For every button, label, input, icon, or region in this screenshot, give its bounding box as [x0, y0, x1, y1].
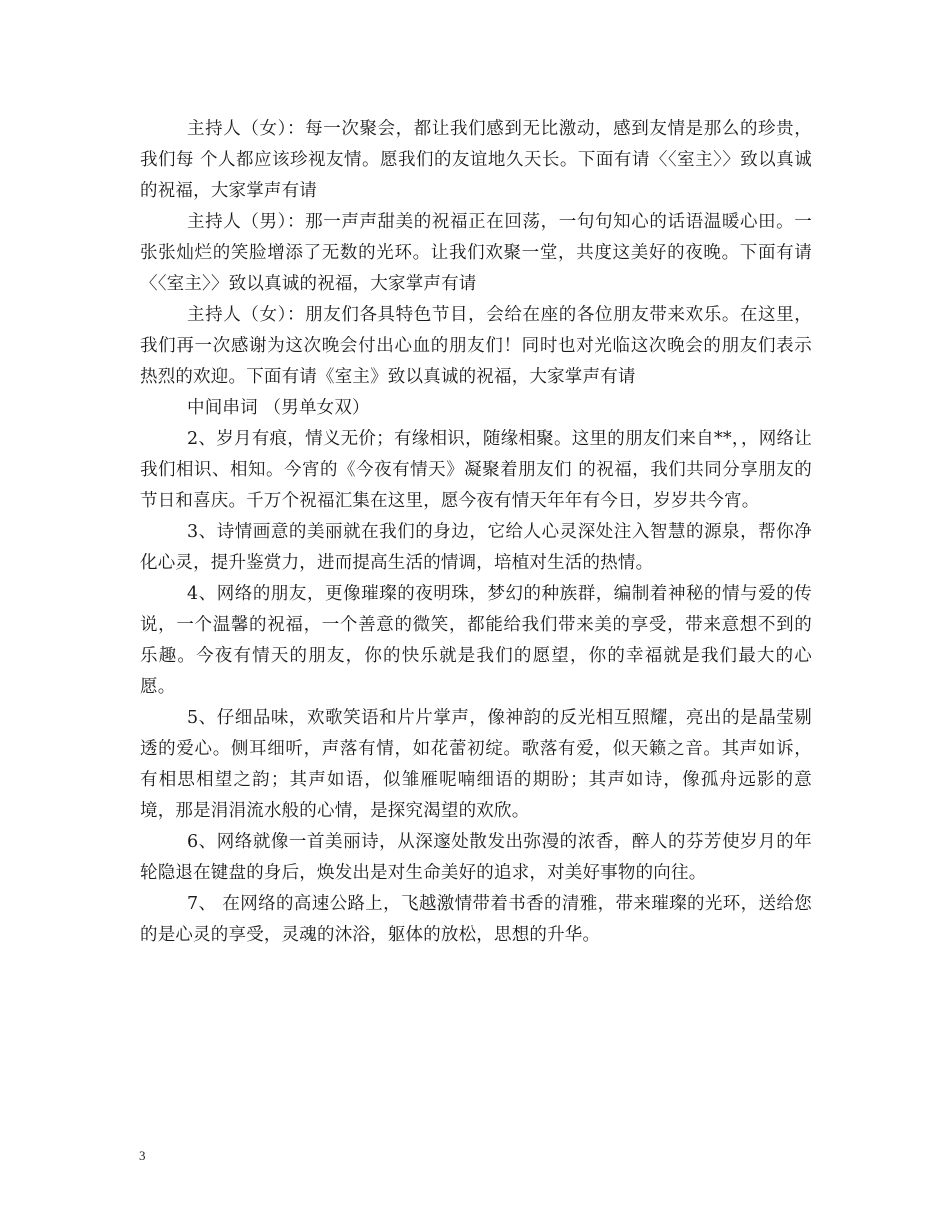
paragraph-item-3: 3、诗情画意的美丽就在我们的身边，它给人心灵深处注入智慧的源泉，帮你净化心灵，提升鉴赏力，进而提高生活的情调，培植对生活的热情。: [140, 522, 812, 573]
document-body: [140, 114, 812, 951]
paragraph-item-4: 4、网络的朋友，更像璀璨的夜明珠，梦幻的种族群，编制着神秘的情与爱的传说，一个温馨的祝福，一个善意的微笑，都能给我们带来美的享受，带来意想不到的乐趣。今夜有情天的朋友，你的快乐就是我们的愿望，你的幸福就是我们最大的心愿。: [140, 584, 812, 697]
paragraph-item-5: 5、仔细品味，欢歌笑语和片片掌声，像神韵的反光相互照耀，亮出的是晶莹剔透的爱心。侧耳细听，声落有情，如花蕾初绽。歌落有爱，似天籁之音。其声如诉，有相思相望之韵；其声如语，似雏雁呢喃细语的期盼；其声如诗，像孤舟远影的意境，那是涓涓流水般的心情，是探究渴望的欢欣。: [140, 708, 812, 821]
paragraph-item-2: 2、岁月有痕，情义无价；有缘相识，随缘相聚。这里的朋友们来自**，，网络让我们相识、相知。今宵的《今夜有情天》凝聚着朋友们 的祝福，我们共同分享朋友的节日和喜庆。千万个祝福汇集在这里，愿今夜有情天年年有今日，岁岁共今宵。: [140, 429, 812, 511]
paragraph-host-female-2: 主持人（女）：朋友们各具特色节目，会给在座的各位朋友带来欢乐。在这里，我们再一次感谢为这次晚会付出心血的朋友们！同时也对光临这次晚会的朋友们表示热烈的欢迎。下面有请《室主》致以真诚的祝福，大家掌声有请: [140, 305, 812, 387]
paragraph-host-female-1: 主持人（女）：每一次聚会，都让我们感到无比激动，感到友情是那么的珍贵，我们每 个人都应该珍视友情。愿我们的友谊地久天长。下面有请〈〈室主〉〉致以真诚的祝福，大家掌声有请: [140, 119, 812, 201]
section-heading: 中间串词 （男单女双）: [187, 398, 370, 418]
page-number: 3: [139, 1148, 146, 1163]
paragraph-item-6: 6、网络就像一首美丽诗，从深邃处散发出弥漫的浓香，醉人的芬芳使岁月的年轮隐退在键盘的身后，焕发出是对生命美好的追求，对美好事物的向往。: [140, 832, 812, 883]
paragraph-host-male: 主持人（男）：那一声声甜美的祝福正在回荡，一句句知心的话语温暖心田。一张张灿烂的笑脸增添了无数的光环。让我们欢聚一堂，共度这美好的夜晚。下面有请〈〈室主〉〉致以真诚的祝福，大家掌声有请: [140, 212, 812, 294]
paragraph-item-7: 7、 在网络的高速公路上，飞越激情带着书香的清雅，带来璀璨的光环，送给您的是心灵的享受，灵魂的沐浴，躯体的放松，思想的升华。: [140, 894, 812, 945]
